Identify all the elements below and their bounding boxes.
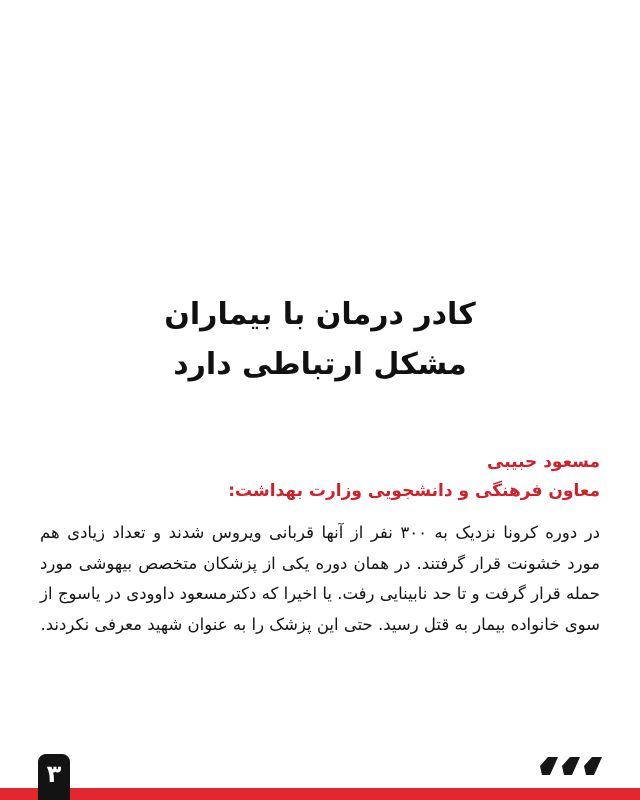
three-dots-icon: [538, 754, 604, 778]
quote-body: در دوره کرونا نزدیک به ۳۰۰ نفر از آنها قربانی ویروس شدند و تعداد زیادی هم مورد خشونت قرار گرفتند. در همان دوره یکی از پزشکان متخصص بیهوشی مورد حمله قرار گرفت و تا حد نابینایی رفت. یا اخیرا که دکترمسعود داوودی در یاسوج از سوی خانواده بیمار به قتل رسید. حتی این پزشک را به عنوان شهید معرفی نکردند.: [40, 523, 601, 634]
author-block: [40, 448, 600, 506]
page-number: ۳: [46, 760, 62, 788]
headline: [0, 290, 640, 390]
dot-shape-1: [540, 757, 558, 775]
bottom-accent-bar: [0, 788, 640, 800]
author-name: مسعود حبیبی: [487, 452, 600, 472]
headline-line-1: کادر درمان با بیماران: [164, 297, 476, 332]
page-number-tab: [38, 754, 70, 800]
dot-shape-3: [584, 757, 602, 775]
author-title: معاون فرهنگی و دانشجویی وزارت بهداشت:: [228, 481, 600, 501]
headline-line-2: مشکل ارتباطی دارد: [173, 347, 467, 382]
dot-shape-2: [562, 757, 580, 775]
